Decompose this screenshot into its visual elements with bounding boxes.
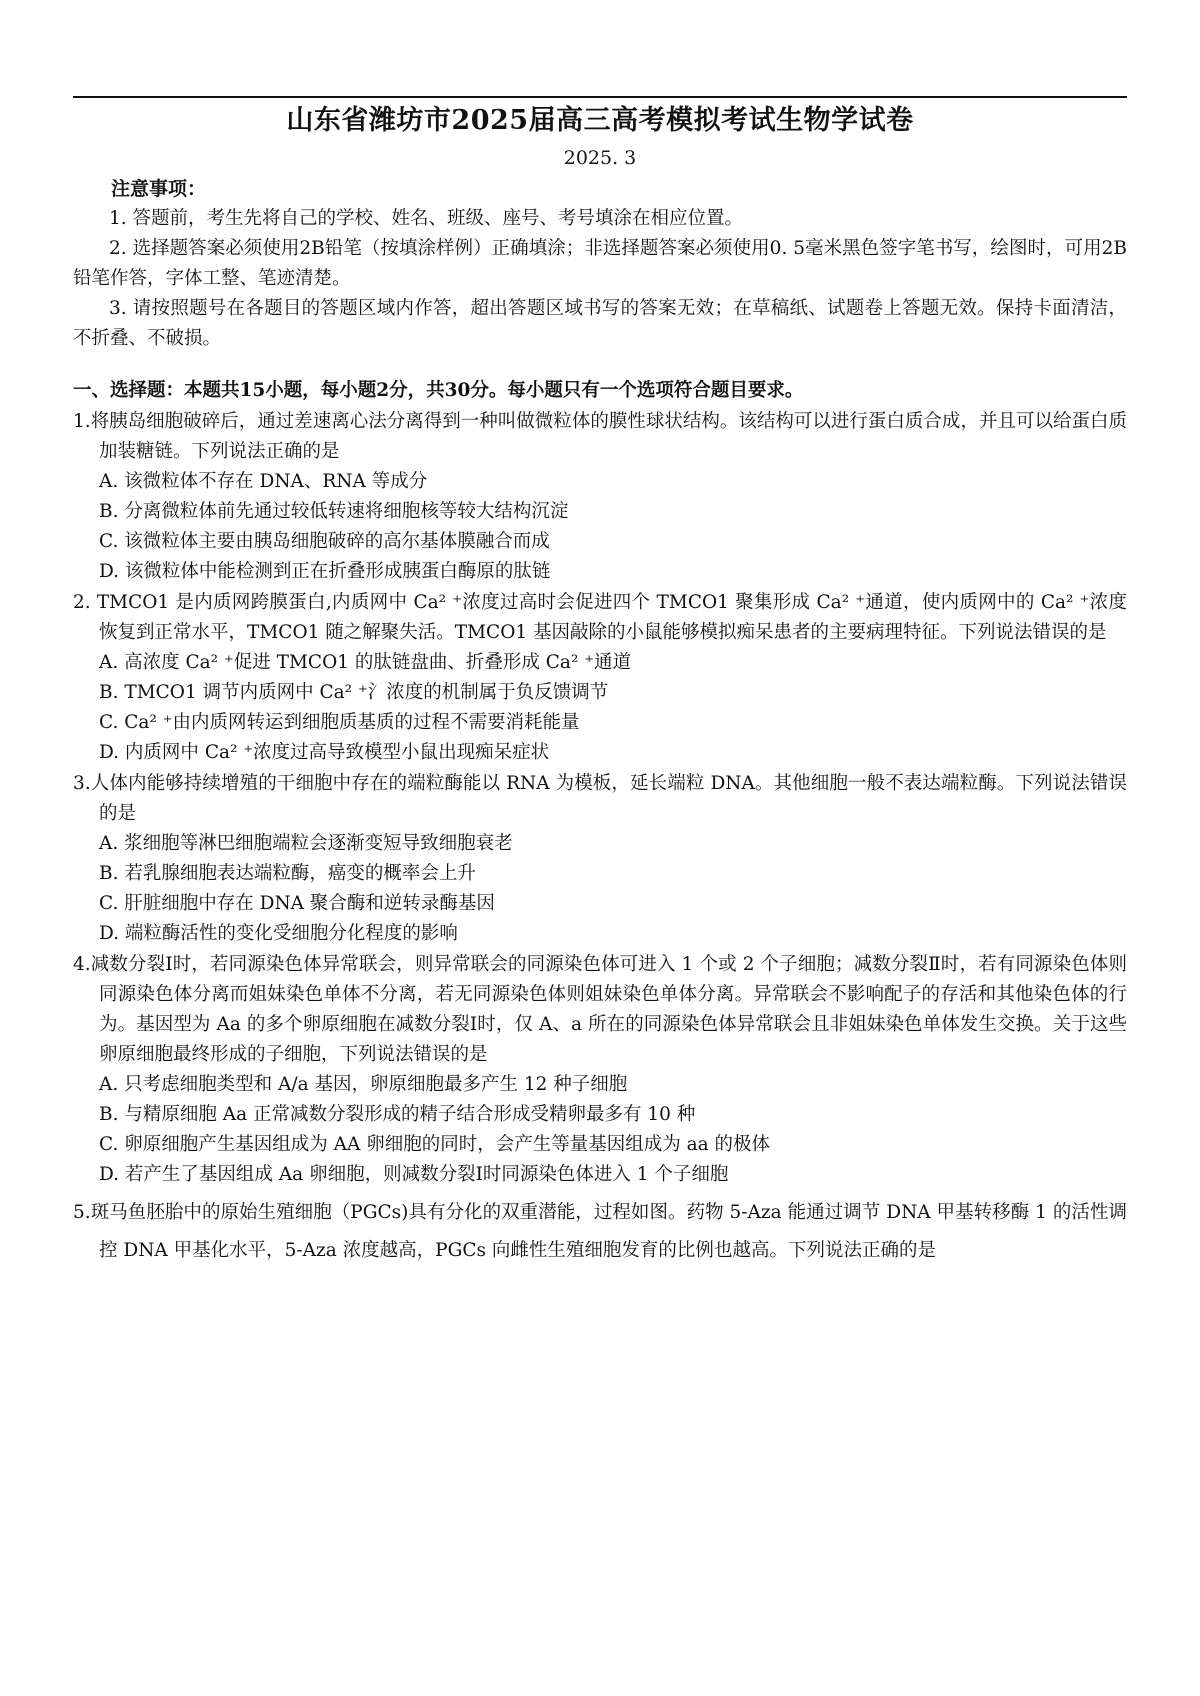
option-d: D. 内质网中 Ca² ⁺浓度过高导致模型小鼠出现痴呆症状 xyxy=(99,742,550,763)
option-d: D. 该微粒体中能检测到正在折叠形成胰蛋白酶原的肽链 xyxy=(99,561,551,582)
question-stem xyxy=(73,407,1127,467)
option-b: B. 若乳腺细胞表达端粒酶，癌变的概率会上升 xyxy=(99,863,476,884)
option-a: A. 浆细胞等淋巴细胞端粒会逐渐变短导致细胞衰老 xyxy=(99,833,513,854)
option-d: D. 端粒酶活性的变化受细胞分化程度的影响 xyxy=(99,923,458,944)
question-stem xyxy=(73,588,1127,648)
question-text: 人体内能够持续增殖的干细胞中存在的端粒酶能以 RNA 为模板，延长端粒 DNA。其他细胞一般不表达端粒酶。下列说法错误的是 xyxy=(90,773,1127,824)
question-1 xyxy=(73,407,1127,587)
option-b: B. 分离微粒体前先通过较低转速将细胞核等较大结构沉淀 xyxy=(99,501,569,522)
notice-heading: 注意事项： xyxy=(111,178,207,200)
question-text: TMCO1 是内质网跨膜蛋白,内质网中 Ca² ⁺浓度过高时会促进四个 TMCO1 聚集形成 Ca² ⁺通道，使内质网中的 Ca² ⁺浓度恢复到正常水平，TMCO1 随之解聚失活。TMCO1 基因敲除的小鼠能够模拟痴呆患者的主要病理特征。下列说法错误的是 xyxy=(90,592,1127,643)
question-2 xyxy=(73,588,1127,768)
page-title: 山东省潍坊市2025届高三高考模拟考试生物学试卷 xyxy=(286,105,914,136)
option-d: D. 若产生了基因组成 Aa 卵细胞，则减数分裂Ⅰ时同源染色体进入 1 个子细胞 xyxy=(99,1164,729,1185)
question-stem xyxy=(73,950,1127,1070)
question-stem xyxy=(73,769,1127,829)
question-5 xyxy=(73,1194,1127,1270)
exam-page xyxy=(73,96,1127,1270)
notice-item-2: 2. 选择题答案必须使用2B铅笔（按填涂样例）正确填涂；非选择题答案必须使用0. 5毫米黑色签字笔书写，绘图时，可用2B铅笔作答，字体工整、笔迹清楚。 xyxy=(73,238,1127,289)
question-text: 将胰岛细胞破碎后，通过差速离心法分离得到一种叫做微粒体的膜性球状结构。该结构可以进行蛋白质合成，并且可以给蛋白质加装糖链。下列说法正确的是 xyxy=(90,411,1127,462)
question-stem xyxy=(73,1194,1127,1270)
exam-date: 2025. 3 xyxy=(563,147,637,169)
question-number: 2. xyxy=(73,592,91,613)
question-number: 1. xyxy=(73,411,91,432)
question-4 xyxy=(73,950,1127,1190)
option-c: C. 肝脏细胞中存在 DNA 聚合酶和逆转录酶基因 xyxy=(99,893,495,914)
option-c: C. 该微粒体主要由胰岛细胞破碎的高尔基体膜融合而成 xyxy=(99,531,550,552)
section-heading: 一、选择题：本题共15小题，每小题2分，共30分。每小题只有一个选项符合题目要求。 xyxy=(73,380,804,401)
question-3 xyxy=(73,769,1127,949)
question-number: 3. xyxy=(73,773,91,794)
question-number: 4. xyxy=(73,954,91,975)
option-a: A. 只考虑细胞类型和 A/a 基因，卵原细胞最多产生 12 种子细胞 xyxy=(99,1074,628,1095)
notice-item-1: 1. 答题前，考生先将自己的学校、姓名、班级、座号、考号填涂在相应位置。 xyxy=(109,208,744,229)
question-number: 5. xyxy=(73,1202,91,1223)
option-b: B. 与精原细胞 Aa 正常减数分裂形成的精子结合形成受精卵最多有 10 种 xyxy=(99,1104,696,1125)
option-b: B. TMCO1 调节内质网中 Ca² ⁺氵浓度的机制属于负反馈调节 xyxy=(99,682,609,703)
option-a: A. 该微粒体不存在 DNA、RNA 等成分 xyxy=(99,471,428,492)
option-c: C. 卵原细胞产生基因组成为 AA 卵细胞的同时，会产生等量基因组成为 aa 的极体 xyxy=(99,1134,771,1155)
notice-item-3: 3. 请按照题号在各题目的答题区域内作答，超出答题区域书写的答案无效；在草稿纸、试题卷上答题无效。保持卡面清洁，不折叠、不破损。 xyxy=(73,298,1127,349)
top-rule xyxy=(73,96,1127,98)
question-text: 斑马鱼胚胎中的原始生殖细胞（PGCs)具有分化的双重潜能，过程如图。药物 5-Aza 能通过调节 DNA 甲基转移酶 1 的活性调控 DNA 甲基化水平，5-Aza 浓度越高，PGCs 向雌性生殖细胞发育的比例也越高。下列说法正确的是 xyxy=(90,1202,1127,1261)
question-text: 减数分裂Ⅰ时，若同源染色体异常联会，则异常联会的同源染色体可进入 1 个或 2 个子细胞；减数分裂Ⅱ时，若有同源染色体则同源染色体分离而姐妹染色单体不分离，若无同源染色体则姐妹染色单体分离。异常联会不影响配子的存活和其他染色体的行为。基因型为 Aa 的多个卵原细胞在减数分裂Ⅰ时，仅 A、a 所在的同源染色体异常联会且非姐妹染色单体发生交换。关于这些卵原细胞最终形成的子细胞，下列说法错误的是 xyxy=(90,954,1127,1065)
option-c: C. Ca² ⁺由内质网转运到细胞质基质的过程不需要消耗能量 xyxy=(99,712,580,733)
option-a: A. 高浓度 Ca² ⁺促进 TMCO1 的肽链盘曲、折叠形成 Ca² ⁺通道 xyxy=(99,652,632,673)
